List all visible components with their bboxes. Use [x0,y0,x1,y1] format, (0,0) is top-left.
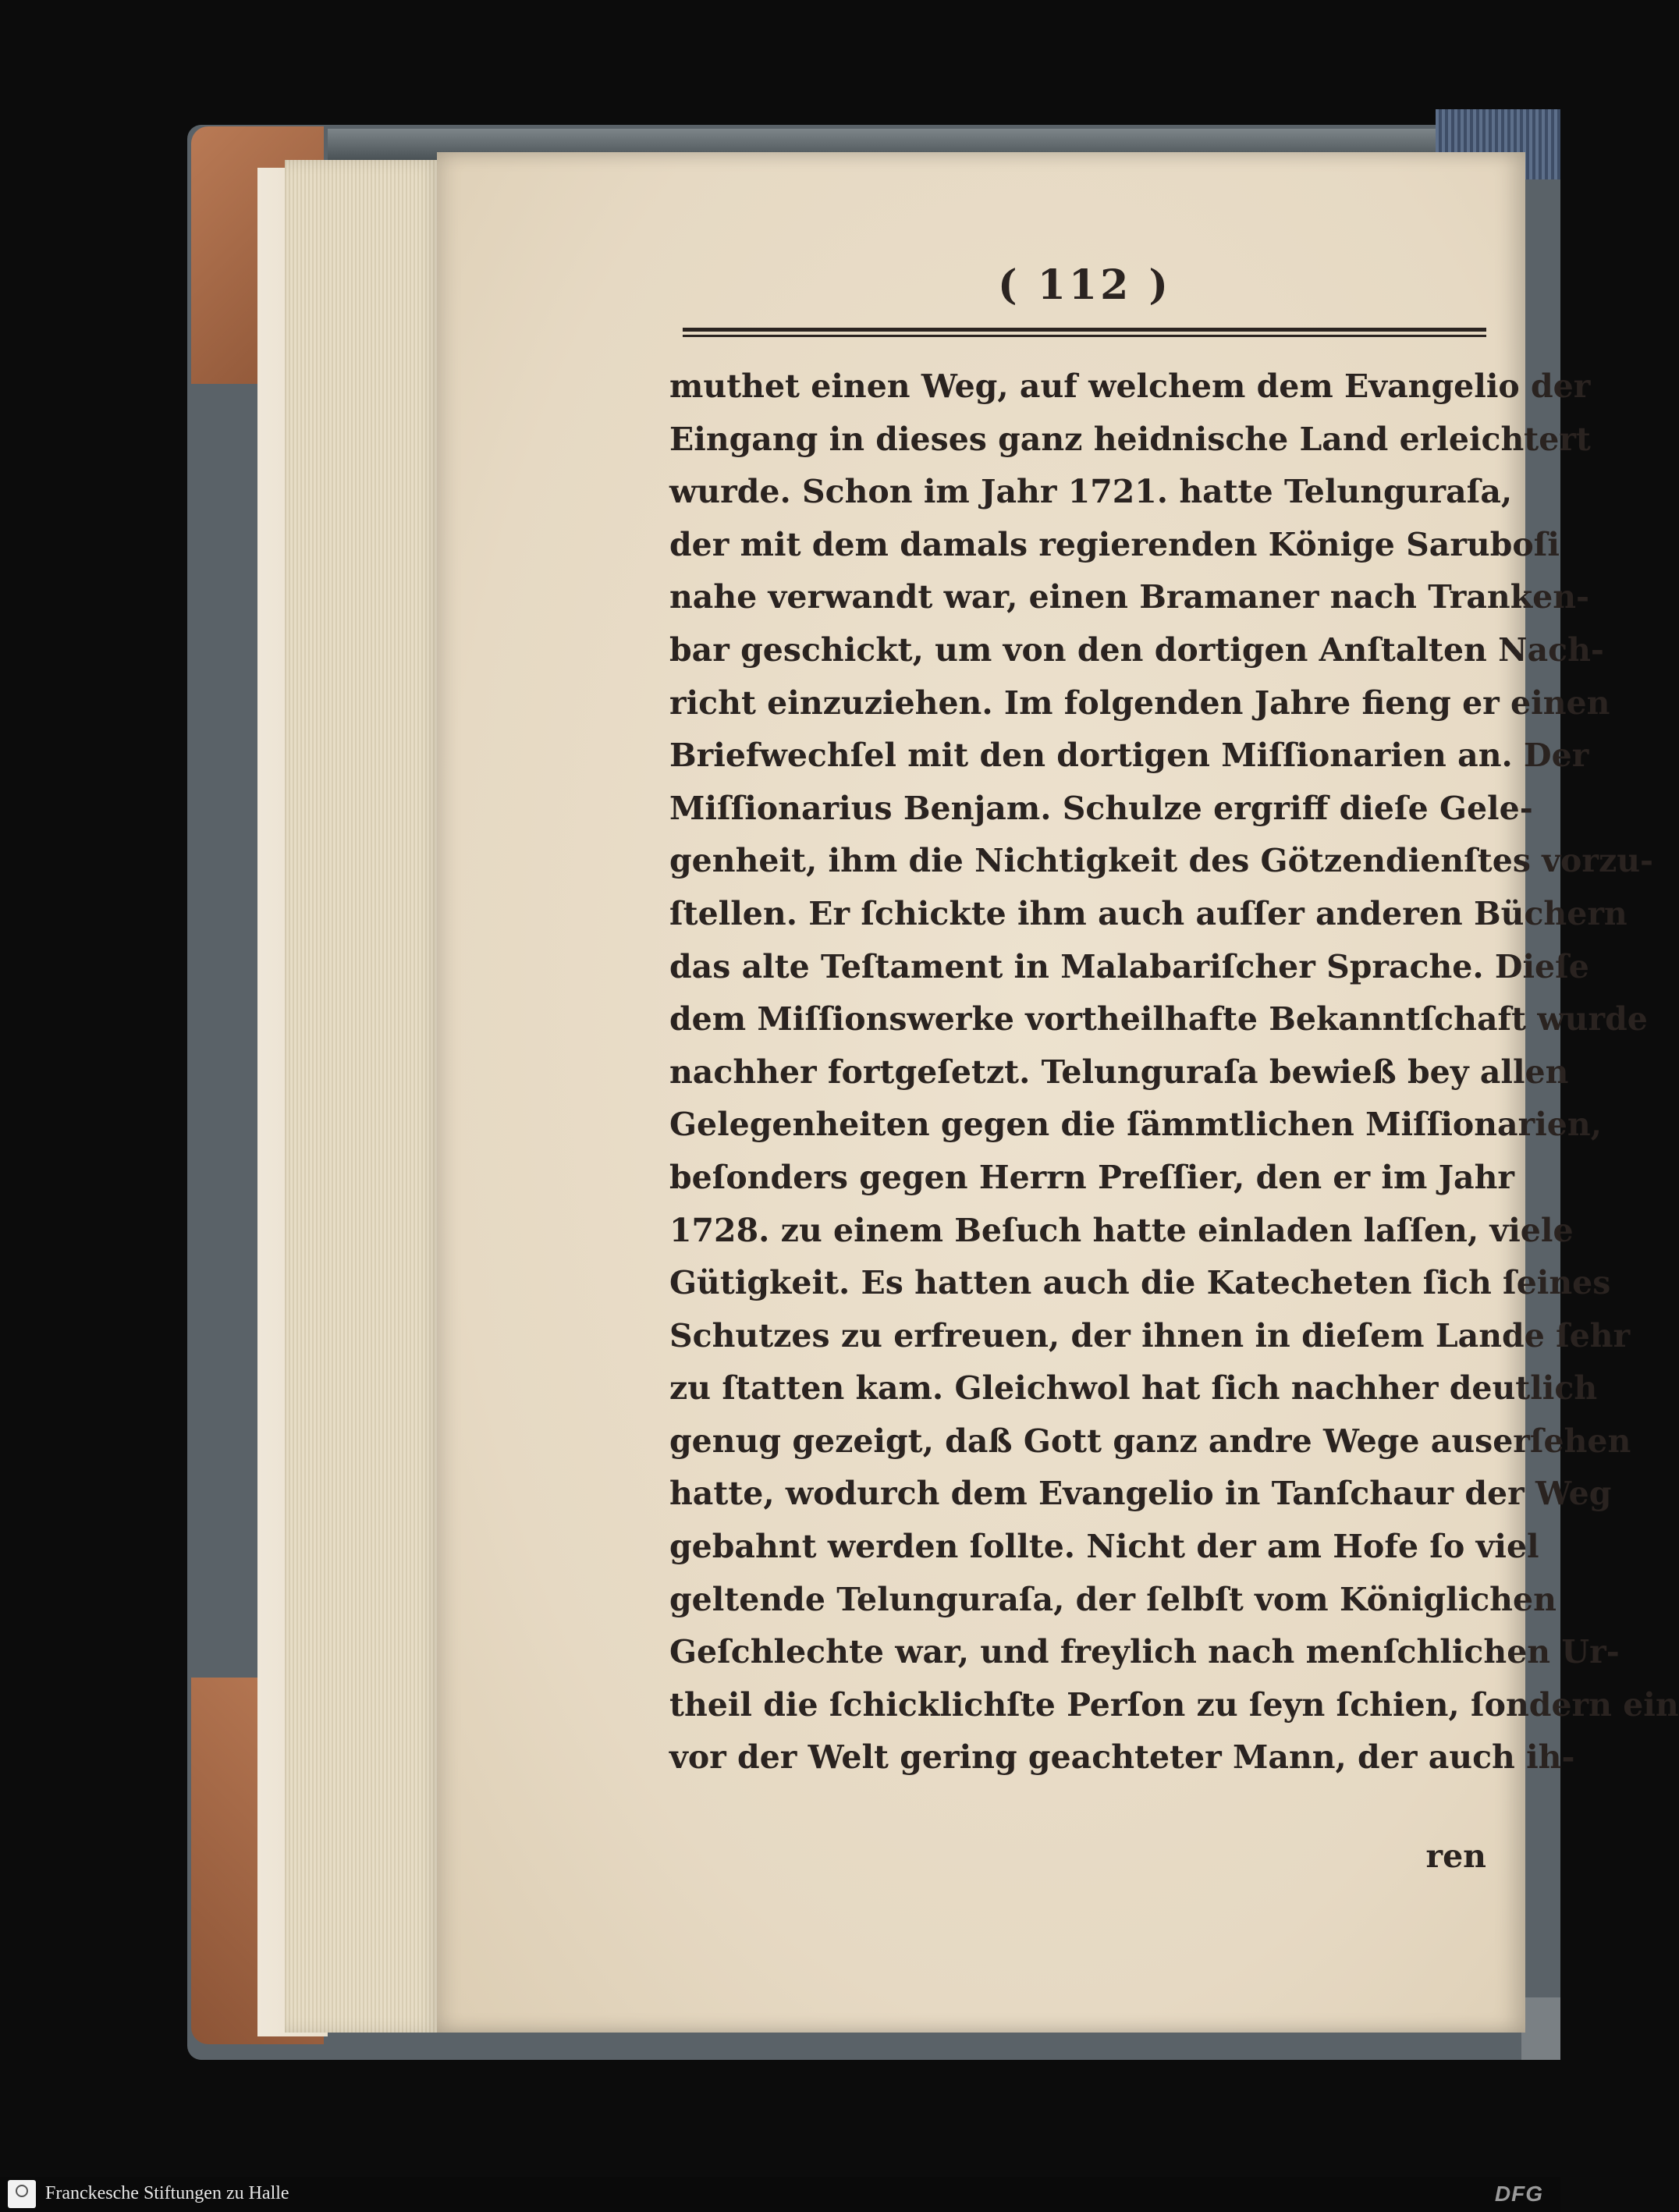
text-line: genheit, ihm die Nichtigkeit des Götzendienſtes vorzu- [669,842,1654,880]
text-line: genug gezeigt, daß Gott ganz andre Wege auserſehen [669,1422,1631,1460]
text-line: dem Miſſionswerke vortheilhafte Bekanntſchaft wurde [669,1000,1648,1039]
text-line: 1728. zu einem Beſuch hatte einladen laſſen, viele [669,1211,1574,1249]
text-line: theil die ſchicklichſte Perſon zu ſeyn ſchien, ſondern ein [669,1685,1679,1724]
text-line: hatte, wodurch dem Evangelio in Tanſchaur der Weg [669,1475,1612,1513]
institution-logo [8,2180,36,2208]
text-line: muthet einen Weg, auf welchem dem Evangelio der [669,367,1591,405]
text-line: ſtellen. Er ſchickte ihm auch auſſer anderen Büchern [669,894,1628,932]
text-line: Miſſionarius Benjam. Schulze ergriff dieſe Gele- [669,789,1533,827]
text-line: das alte Teſtament in Malabariſcher Sprache. Dieſe [669,947,1589,985]
text-line: beſonders gegen Herrn Preſſier, den er im Jahr [669,1158,1514,1196]
text-line: gebahnt werden ſollte. Nicht der am Hofe ſo viel [669,1528,1539,1566]
text-line: nachher fortgeſetzt. Telunguraſa bewieß bey allen [669,1053,1569,1091]
text-line: vor der Welt gering geachteter Mann, der auch ih- [669,1738,1575,1777]
text-line: Schutzes zu erfreuen, der ihnen in dieſem Lande ſehr [669,1316,1631,1355]
catchword: ren [1425,1837,1486,1875]
text-line: Eingang in dieses ganz heidnische Land erleichtert [669,420,1591,458]
dfg-logo[interactable]: DFG [1494,2182,1543,2206]
text-line: geltende Telunguraſa, der ſelbſt vom Königlichen [669,1580,1557,1618]
text-line: Gelegenheiten gegen die ſämmtlichen Miſſionarien, [669,1106,1602,1144]
text-line: richt einzuziehen. Im folgenden Jahre fieng er einen [669,683,1610,722]
text-line: Geſchlechte war, und freylich nach menſchlichen Ur- [669,1633,1620,1671]
page-stack-edge [285,160,441,2033]
text-line: zu ſtatten kam. Gleichwol hat ſich nachher deutlich [669,1369,1598,1408]
institution-name[interactable]: Franckesche Stiftungen zu Halle [45,2183,289,2203]
page-number: ( 112 ) [998,261,1171,309]
text-line: Gütigkeit. Es hatten auch die Katecheten ſich ſeines [669,1264,1611,1302]
text-line: wurde. Schon im Jahr 1721. hatte Telunguraſa, [669,473,1513,511]
text-line: Briefwechſel mit den dortigen Miſſionarien an. Der [669,737,1589,775]
text-line: nahe verwandt war, einen Bramaner nach Tranken- [669,578,1590,616]
header-rule [683,328,1486,337]
body-text [669,360,1679,1784]
viewer-footer [0,2177,1560,2212]
text-line: der mit dem damals regierenden Könige Saruboſi [669,525,1560,563]
text-line: bar geschickt, um von den dortigen Anſtalten Nach- [669,630,1604,669]
cover-edge-bottom-right [1521,1997,1560,2060]
